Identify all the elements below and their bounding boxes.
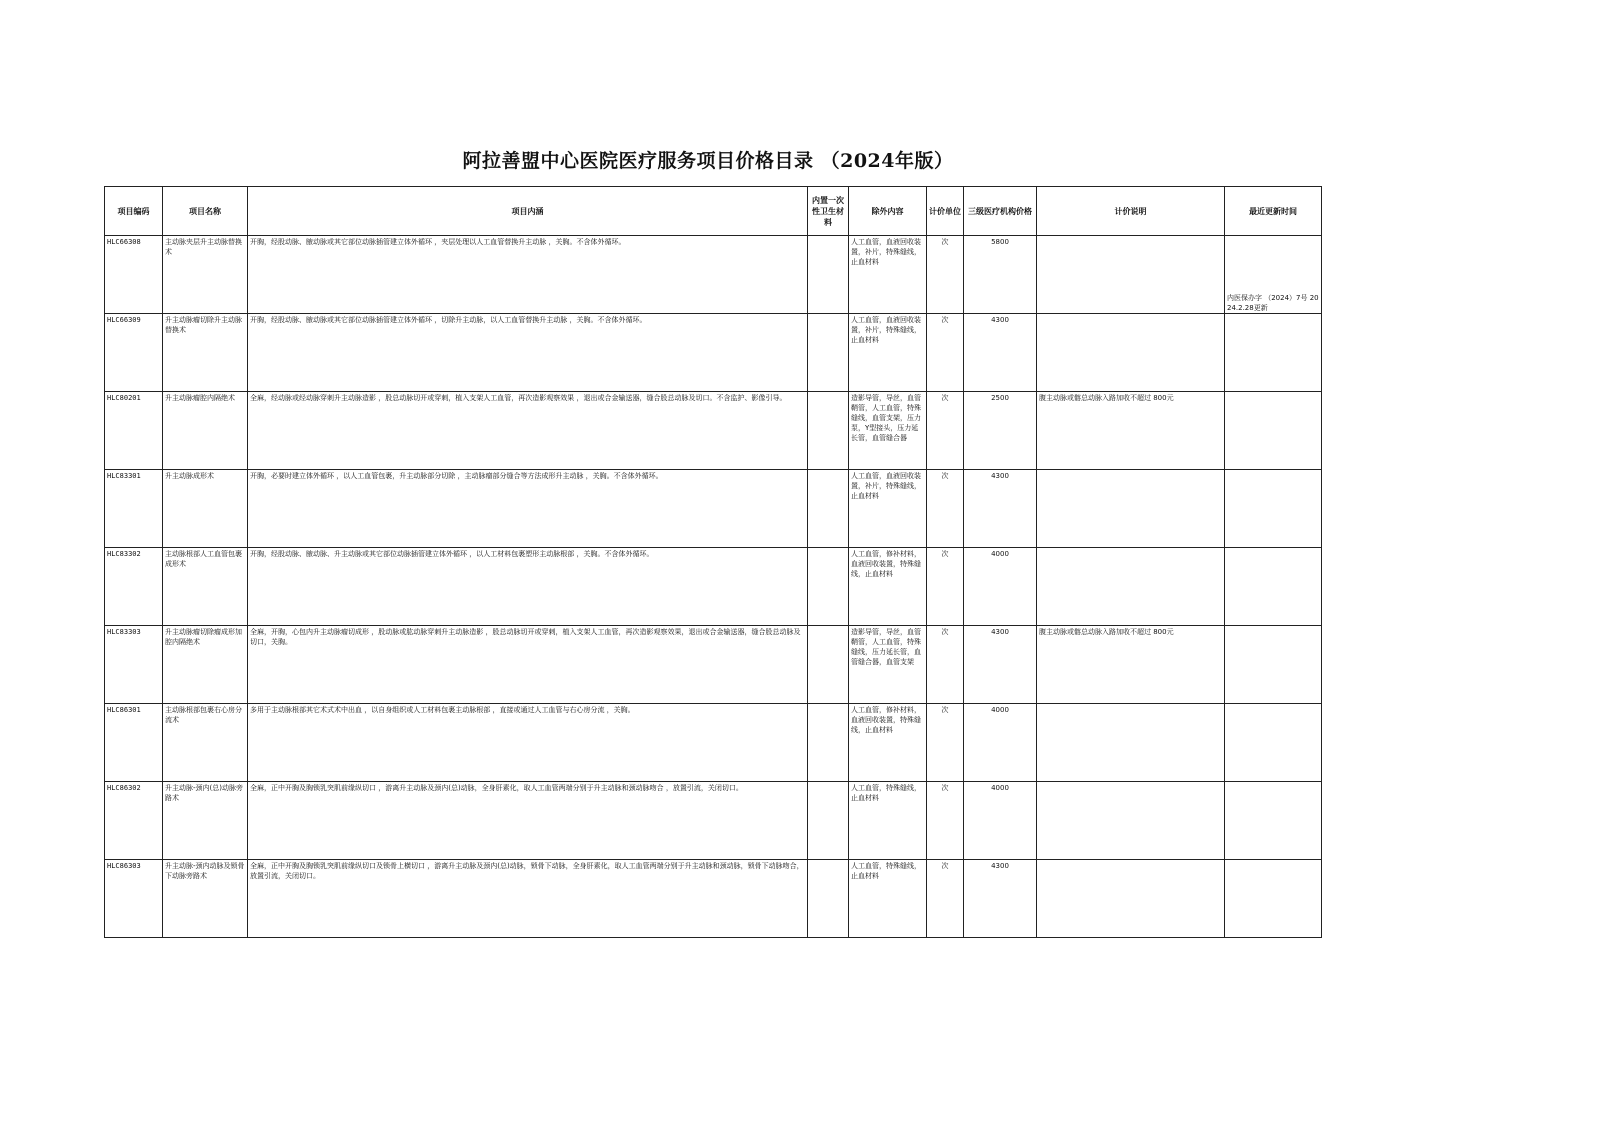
- cell-price: 4000: [964, 704, 1037, 782]
- cell-content: 全麻，经动脉或经动脉穿刺升主动脉造影 ，股总动脉切开或穿刺，植入支架人工血管，再次造影观察效果 ，退出或合金输送器，缝合股总动脉及切口。不含监护、影像引导。: [248, 392, 808, 470]
- table-row: [105, 236, 1322, 314]
- cell-note: [1037, 314, 1225, 392]
- cell-code: HLC80201: [105, 392, 163, 470]
- cell-note: [1037, 548, 1225, 626]
- cell-updated: [1225, 236, 1322, 314]
- cell-content: 开胸，必要时建立体外循环 ，以人工血管包裹，升主动脉部分切除 ，主动脉瘤部分缝合等方法成形升主动脉 ，关胸。不含体外循环。: [248, 470, 808, 548]
- cell-code: HLC83301: [105, 470, 163, 548]
- cell-consumable: [808, 626, 849, 704]
- cell-content: 开胸，经股动脉、腋动脉或其它部位动脉插管建立体外循环 ，切除升主动脉，以人工血管替换升主动脉 ，关胸。不含体外循环。: [248, 314, 808, 392]
- cell-note: [1037, 860, 1225, 938]
- cell-consumable: [808, 704, 849, 782]
- cell-updated: [1225, 704, 1322, 782]
- cell-unit: 次: [927, 782, 964, 860]
- cell-name: 升主动脉-颈内动脉及锁骨下动脉旁路术: [163, 860, 248, 938]
- cell-consumable: [808, 782, 849, 860]
- cell-code: HLC66309: [105, 314, 163, 392]
- header-code: 项目编码: [105, 187, 163, 236]
- cell-code: HLC86302: [105, 782, 163, 860]
- cell-code: HLC86301: [105, 704, 163, 782]
- cell-name: 升主动脉-颈内(总)动脉旁路术: [163, 782, 248, 860]
- cell-price: 4000: [964, 548, 1037, 626]
- cell-name: 升主动脉瘤切除升主动脉替换术: [163, 314, 248, 392]
- cell-exclusion: 人工血管，修补材料，血液回收装置，特殊缝线，止血材料: [849, 704, 927, 782]
- cell-code: HLC86303: [105, 860, 163, 938]
- cell-note: [1037, 704, 1225, 782]
- header-note: 计价说明: [1037, 187, 1225, 236]
- cell-name: 主动脉根部包裹右心房分流术: [163, 704, 248, 782]
- cell-content: 开胸，经股动脉、腋动脉或其它部位动脉插管建立体外循环 ，夹层处理以人工血管替换升主动脉 ，关胸。不含体外循环。: [248, 236, 808, 314]
- cell-note: [1037, 470, 1225, 548]
- cell-name: 升主动脉瘤切除瘤成形加腔内隔绝术: [163, 626, 248, 704]
- cell-exclusion: 人工血管，特殊缝线，止血材料: [849, 860, 927, 938]
- cell-price: 4000: [964, 782, 1037, 860]
- cell-consumable: [808, 548, 849, 626]
- cell-exclusion: 人工血管，血液回收装置，补片，特殊缝线，止血材料: [849, 470, 927, 548]
- table-row: [105, 548, 1322, 626]
- cell-code: HLC83303: [105, 626, 163, 704]
- cell-consumable: [808, 314, 849, 392]
- update-note: 内医保办字 （2024）7号 2024.2.28更新: [1227, 294, 1319, 312]
- cell-exclusion: 造影导管，导丝，血管鞘管，人工血管，特殊缝线，压力延长管，血管缝合器，血管支架: [849, 626, 927, 704]
- cell-updated: [1225, 782, 1322, 860]
- cell-price: 5800: [964, 236, 1037, 314]
- table-row: [105, 782, 1322, 860]
- cell-note: 腹主动脉或髂总动脉入路加收不超过 800元: [1037, 626, 1225, 704]
- table-row: [105, 704, 1322, 782]
- cell-consumable: [808, 860, 849, 938]
- cell-updated: [1225, 548, 1322, 626]
- cell-price: 2500: [964, 392, 1037, 470]
- header-price: 三级医疗机构价格: [964, 187, 1037, 236]
- cell-note: [1037, 236, 1225, 314]
- cell-exclusion: 人工血管，血液回收装置，补片，特殊缝线，止血材料: [849, 236, 927, 314]
- cell-code: HLC83302: [105, 548, 163, 626]
- cell-unit: 次: [927, 548, 964, 626]
- cell-note: [1037, 782, 1225, 860]
- header-unit: 计价单位: [927, 187, 964, 236]
- cell-unit: 次: [927, 392, 964, 470]
- cell-content: 开胸，经股动脉、腋动脉、升主动脉或其它部位动脉插管建立体外循环 ，以人工材料包裹塑形主动脉根部 ，关胸。不含体外循环。: [248, 548, 808, 626]
- cell-consumable: [808, 236, 849, 314]
- header-content: 项目内涵: [248, 187, 808, 236]
- cell-price: 4300: [964, 470, 1037, 548]
- cell-name: 主动脉夹层升主动脉替换术: [163, 236, 248, 314]
- price-catalog-table: [104, 186, 1322, 938]
- cell-unit: 次: [927, 626, 964, 704]
- cell-consumable: [808, 470, 849, 548]
- header-consumable: 内置一次性卫生材料: [808, 187, 849, 236]
- header-name: 项目名称: [163, 187, 248, 236]
- cell-name: 主动脉根部人工血管包裹成形术: [163, 548, 248, 626]
- cell-price: 4300: [964, 314, 1037, 392]
- cell-name: 升主动脉瘤腔内隔绝术: [163, 392, 248, 470]
- cell-consumable: [808, 392, 849, 470]
- cell-unit: 次: [927, 704, 964, 782]
- cell-content: 全麻，正中开胸及胸锁乳突肌前缘纵切口及锁骨上横切口 ，游离升主动脉及颈内(总)动脉，锁骨下动脉，全身肝素化，取人工血管两端分别于升主动脉和颈动脉，锁骨下动脉吻合，放置引流，关闭切口。: [248, 860, 808, 938]
- table-row: [105, 860, 1322, 938]
- cell-updated: [1225, 860, 1322, 938]
- cell-note: 腹主动脉或髂总动脉入路加收不超过 800元: [1037, 392, 1225, 470]
- cell-content: 多用于主动脉根部其它术式术中出血 ，以自身组织或人工材料包裹主动脉根部 ，直接或通过人工血管与右心房分流 ，关胸。: [248, 704, 808, 782]
- cell-content: 全麻，正中开胸及胸锁乳突肌前缘纵切口 ，游离升主动脉及颈内(总)动脉，全身肝素化，取人工血管两端分别于升主动脉和颈动脉吻合 ，放置引流，关闭切口。: [248, 782, 808, 860]
- header-updated: 最近更新时间: [1225, 187, 1322, 236]
- cell-exclusion: 人工血管，特殊缝线，止血材料: [849, 782, 927, 860]
- cell-content: 全麻，开胸，心包内升主动脉瘤切成形 ，股动脉或肱动脉穿刺升主动脉造影 ，股总动脉切开或穿刺，植入支架人工血管，再次造影观察效果，退出或合金输送器，缝合股总动脉及切口，关胸。: [248, 626, 808, 704]
- table-row: [105, 626, 1322, 704]
- cell-updated: [1225, 470, 1322, 548]
- header-exclusion: 除外内容: [849, 187, 927, 236]
- cell-name: 升主动脉成形术: [163, 470, 248, 548]
- cell-unit: 次: [927, 236, 964, 314]
- cell-exclusion: 造影导管，导丝，血管鞘管，人工血管，特殊缝线，血管支架，压力泵，Y型接头，压力延长管，血管缝合器: [849, 392, 927, 470]
- table-row: [105, 392, 1322, 470]
- cell-price: 4300: [964, 860, 1037, 938]
- table-header-row: [105, 187, 1322, 236]
- cell-price: 4300: [964, 626, 1037, 704]
- cell-code: HLC66308: [105, 236, 163, 314]
- cell-unit: 次: [927, 860, 964, 938]
- cell-unit: 次: [927, 314, 964, 392]
- cell-unit: 次: [927, 470, 964, 548]
- table-row: [105, 314, 1322, 392]
- cell-updated: [1225, 626, 1322, 704]
- cell-updated: [1225, 392, 1322, 470]
- cell-exclusion: 人工血管，修补材料，血液回收装置，特殊缝线，止血材料: [849, 548, 927, 626]
- table-row: [105, 470, 1322, 548]
- page-title: 阿拉善盟中心医院医疗服务项目价格目录 （2024年版）: [462, 150, 954, 172]
- cell-updated: [1225, 314, 1322, 392]
- cell-exclusion: 人工血管，血液回收装置，补片，特殊缝线，止血材料: [849, 314, 927, 392]
